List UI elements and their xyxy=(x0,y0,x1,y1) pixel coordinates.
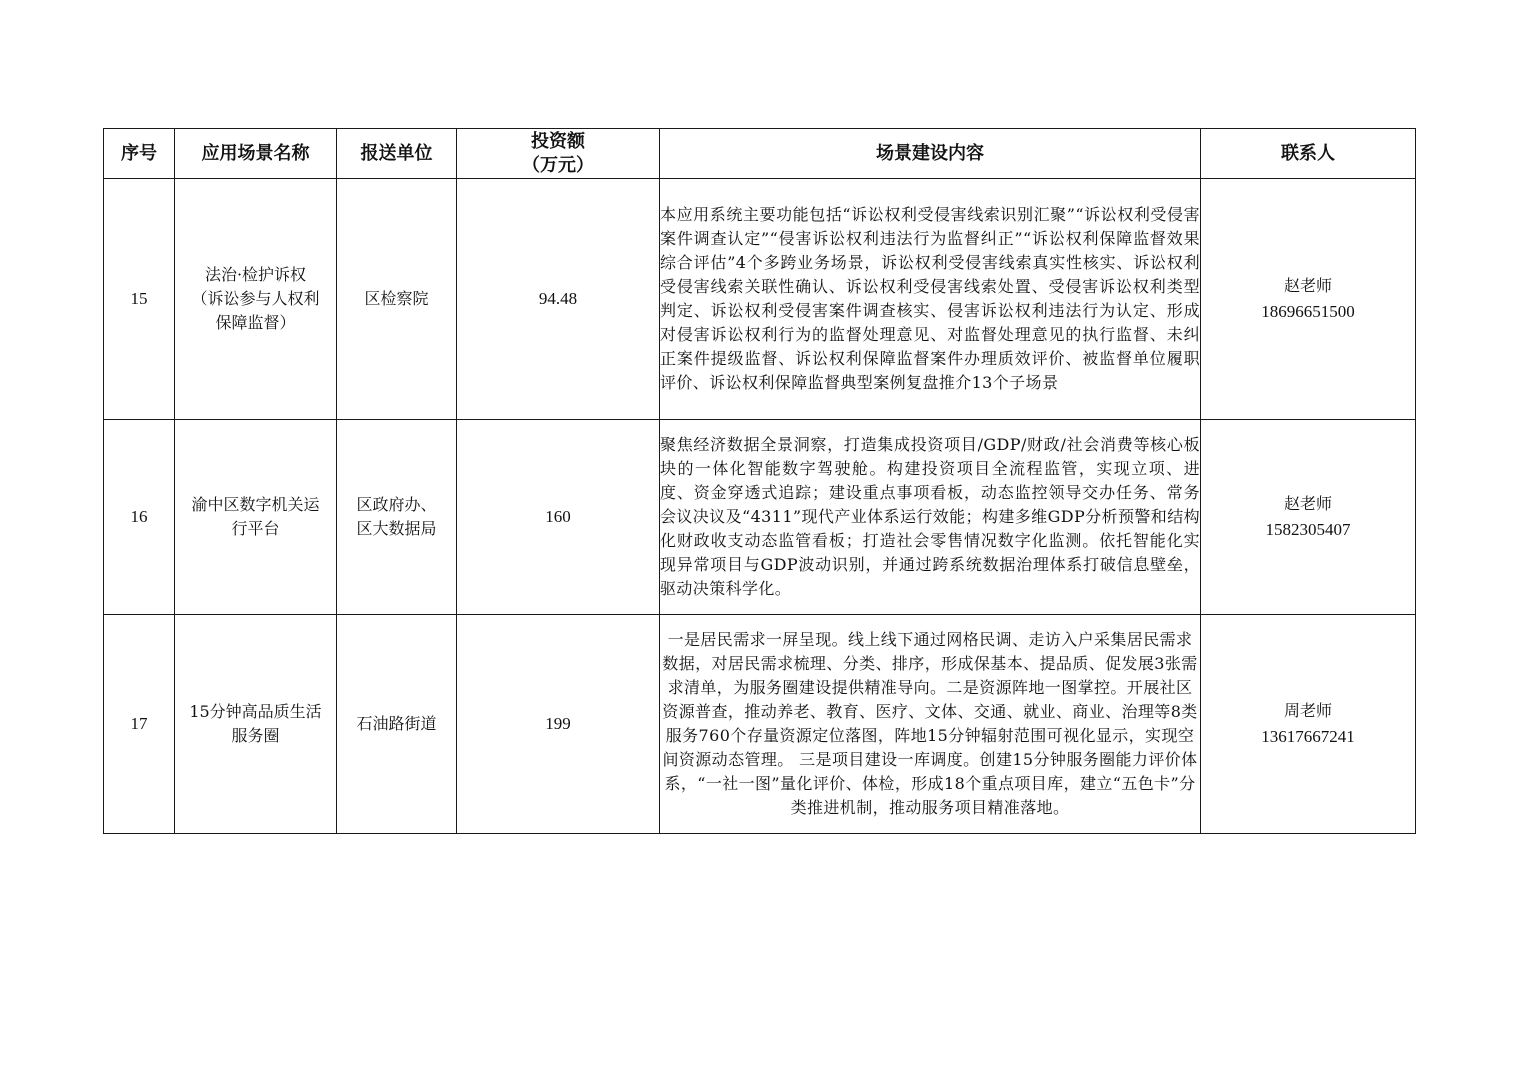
contact-phone: 18696651500 xyxy=(1261,302,1355,321)
row-investment: 199 xyxy=(457,615,660,834)
row-contact xyxy=(1201,420,1416,615)
row-unit-line: 区大数据局 xyxy=(356,519,437,538)
row-scene-name-line: 服务圈 xyxy=(231,726,280,745)
row-unit-line: 石油路街道 xyxy=(356,714,437,733)
table-row xyxy=(104,420,1416,615)
row-scene-name xyxy=(175,179,337,420)
row-scene-name-line: 行平台 xyxy=(231,519,280,538)
row-seq: 16 xyxy=(104,420,175,615)
row-scene-name xyxy=(175,615,337,834)
row-unit-line: 区政府办、 xyxy=(356,495,437,514)
row-scene-name-line: 15分钟高品质生活 xyxy=(189,702,322,721)
row-content: 本应用系统主要功能包括“诉讼权利受侵害线索识别汇聚”“诉讼权利受侵害案件调查认定”“侵害诉讼权利违法行为监督纠正”“诉讼权利保障监督效果综合评估”4个多跨业务场景，诉讼权利受侵害线索真实性核实、诉讼权利受侵害线索关联性确认、诉讼权利受侵害线索处置、受侵害诉讼权利类型判定、诉讼权利受侵害案件调查核实、侵害诉讼权利违法行为认定、形成对侵害诉讼权利行为的监督处理意见、对监督处理意见的执行监督、未纠正案件提级监督、诉讼权利保障监督案件办理质效评价、被监督单位履职评价、诉讼权利保障监督典型案例复盘推介13个子场景 xyxy=(660,179,1201,420)
row-unit xyxy=(337,179,457,420)
header-unit: 报送单位 xyxy=(337,129,457,179)
row-scene-name-line: 法治·检护诉权 xyxy=(204,265,307,284)
row-scene-name xyxy=(175,420,337,615)
row-content: 聚焦经济数据全景洞察，打造集成投资项目/GDP/财政/社会消费等核心板块的一体化智能数字驾驶舱。构建投资项目全流程监管，实现立项、进度、资金穿透式追踪；建设重点事项看板，动态监控领导交办任务、常务会议决议及“4311”现代产业体系运行效能；构建多维GDP分析预警和结构化财政收支动态监管看板；打造社会零售情况数字化监测。依托智能化实现异常项目与GDP波动识别，并通过跨系统数据治理体系打破信息壁垒，驱动决策科学化。 xyxy=(660,420,1201,615)
row-contact xyxy=(1201,615,1416,834)
row-investment: 94.48 xyxy=(457,179,660,420)
header-investment xyxy=(457,129,660,179)
header-investment-label: 投资额 xyxy=(531,130,585,152)
header-contact: 联系人 xyxy=(1201,129,1416,179)
row-seq: 17 xyxy=(104,615,175,834)
contact-phone: 1582305407 xyxy=(1265,520,1351,539)
row-unit xyxy=(337,615,457,834)
table-row xyxy=(104,179,1416,420)
contact-name: 赵老师 xyxy=(1283,276,1332,295)
row-unit-line: 区检察院 xyxy=(364,289,429,308)
table-header-row xyxy=(104,129,1416,179)
contact-name: 周老师 xyxy=(1283,701,1332,720)
table-row xyxy=(104,615,1416,834)
row-investment: 160 xyxy=(457,420,660,615)
row-content: 一是居民需求一屏呈现。线上线下通过网格民调、走访入户采集居民需求数据，对居民需求梳理、分类、排序，形成保基本、提品质、促发展3张需求清单，为服务圈建设提供精准导向。二是资源阵地一图掌控。开展社区资源普查，推动养老、教育、医疗、文体、交通、就业、商业、治理等8类服务760个存量资源定位落图，阵地15分钟辐射范围可视化显示，实现空间资源动态管理。 三是项目建设一库调度。创建15分钟服务圈能力评价体系，“一社一图”量化评价、体检，形成18个重点项目库，建立“五色卡”分类推进机制，推动服务项目精准落地。 xyxy=(660,615,1201,834)
row-scene-name-line: 渝中区数字机关运 xyxy=(191,495,320,514)
row-unit xyxy=(337,420,457,615)
scene-table xyxy=(103,128,1416,834)
contact-name: 赵老师 xyxy=(1283,494,1332,513)
header-content: 场景建设内容 xyxy=(660,129,1201,179)
row-scene-name-line: 保障监督） xyxy=(215,313,296,332)
row-seq: 15 xyxy=(104,179,175,420)
row-scene-name-line: （诉讼参与人权利 xyxy=(191,289,320,308)
row-contact xyxy=(1201,179,1416,420)
header-scene-name: 应用场景名称 xyxy=(175,129,337,179)
header-seq: 序号 xyxy=(104,129,175,179)
header-investment-unit: （万元） xyxy=(522,154,594,176)
contact-phone: 13617667241 xyxy=(1261,727,1355,746)
